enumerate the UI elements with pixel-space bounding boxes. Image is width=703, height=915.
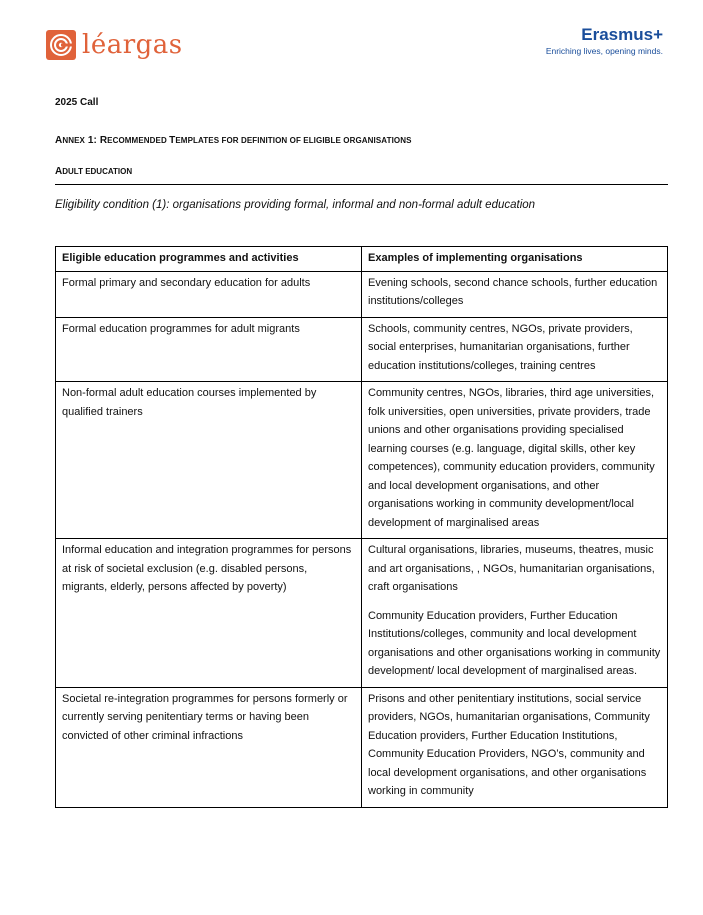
programme-cell: Formal primary and secondary education for adults bbox=[56, 271, 362, 317]
table-header-examples: Examples of implementing organisations bbox=[362, 247, 668, 272]
examples-paragraph: Schools, community centres, NGOs, private providers, social enterprises, humanitarian organisations, further education institutions/colleges, training centres bbox=[368, 322, 633, 372]
annex-title-number: 1: bbox=[84, 135, 100, 146]
examples-paragraph: Community centres, NGOs, libraries, third age universities, folk universities, open universities, private providers, trade unions and other organisations providing specialised learning courses (e.g. language, digital skills, other key competences), community education providers, community and local development organisations, and other organisations working in community development/local development of marginalised areas bbox=[368, 387, 655, 529]
examples-cell bbox=[362, 539, 668, 688]
erasmus-logo bbox=[546, 26, 663, 57]
eligibility-table bbox=[55, 246, 668, 808]
examples-paragraph: Cultural organisations, libraries, museums, theatres, music and art organisations, , NGOs, humanitarian organisations, craft organisations bbox=[368, 544, 655, 593]
section-heading-a: A bbox=[55, 166, 63, 177]
table-row bbox=[56, 271, 668, 317]
examples-cell bbox=[362, 382, 668, 539]
section-divider bbox=[55, 184, 668, 185]
table-header-programmes: Eligible education programmes and activities bbox=[56, 247, 362, 272]
table-row bbox=[56, 687, 668, 807]
leargas-logo-text: léargas bbox=[82, 30, 183, 60]
programme-cell: Societal re-integration programmes for persons formerly or currently serving penitentiary terms or having been convicted of other criminal infractions bbox=[56, 687, 362, 807]
examples-cell bbox=[362, 271, 668, 317]
table-header-row bbox=[56, 247, 668, 272]
annex-title-r: R bbox=[99, 135, 108, 146]
call-year: 2025 Call bbox=[55, 97, 99, 108]
examples-paragraph: Evening schools, second chance schools, further education institutions/colleges bbox=[368, 276, 658, 307]
table-row bbox=[56, 317, 668, 382]
eligibility-condition: Eligibility condition (1): organisations providing formal, informal and non-formal adult education bbox=[55, 199, 536, 211]
programme-cell: Formal education programmes for adult migrants bbox=[56, 317, 362, 382]
section-heading-rest: DULT EDUCATION bbox=[62, 167, 133, 176]
examples-cell bbox=[362, 687, 668, 807]
section-heading bbox=[55, 166, 132, 177]
table-row bbox=[56, 382, 668, 539]
examples-paragraph: Prisons and other penitentiary institutions, social service providers, NGOs, humanitarian organisations, Community Education providers, Further Education Institutions, Community Education Providers, NGO’s, community and local development organisations, and other organisations working in community bbox=[368, 692, 650, 797]
annex-title bbox=[55, 135, 412, 146]
examples-paragraph: Community Education providers, Further Education Institutions/colleges, community and local development organisations and other organisations working in community development/ local development of marginalised areas. bbox=[368, 609, 661, 677]
examples-cell bbox=[362, 317, 668, 382]
annex-title-t: T bbox=[169, 135, 176, 146]
table-row bbox=[56, 539, 668, 688]
erasmus-logo-title: Erasmus+ bbox=[581, 25, 663, 44]
leargas-logo bbox=[46, 30, 183, 60]
programme-cell: Informal education and integration programmes for persons at risk of societal exclusion (e.g. disabled persons, migrants, elderly, persons affected by poverty) bbox=[56, 539, 362, 688]
programme-cell: Non-formal adult education courses implemented by qualified trainers bbox=[56, 382, 362, 539]
leargas-logo-icon bbox=[46, 30, 76, 60]
annex-title-nnex: NNEX bbox=[62, 136, 85, 145]
annex-title-a: A bbox=[55, 135, 63, 146]
erasmus-logo-tagline: Enriching lives, opening minds. bbox=[545, 46, 663, 56]
annex-title-ecommended: ECOMMENDED bbox=[107, 136, 170, 145]
annex-title-emplates: EMPLATES FOR DEFINITION OF ELIGIBLE ORGANISATIONS bbox=[175, 136, 412, 145]
